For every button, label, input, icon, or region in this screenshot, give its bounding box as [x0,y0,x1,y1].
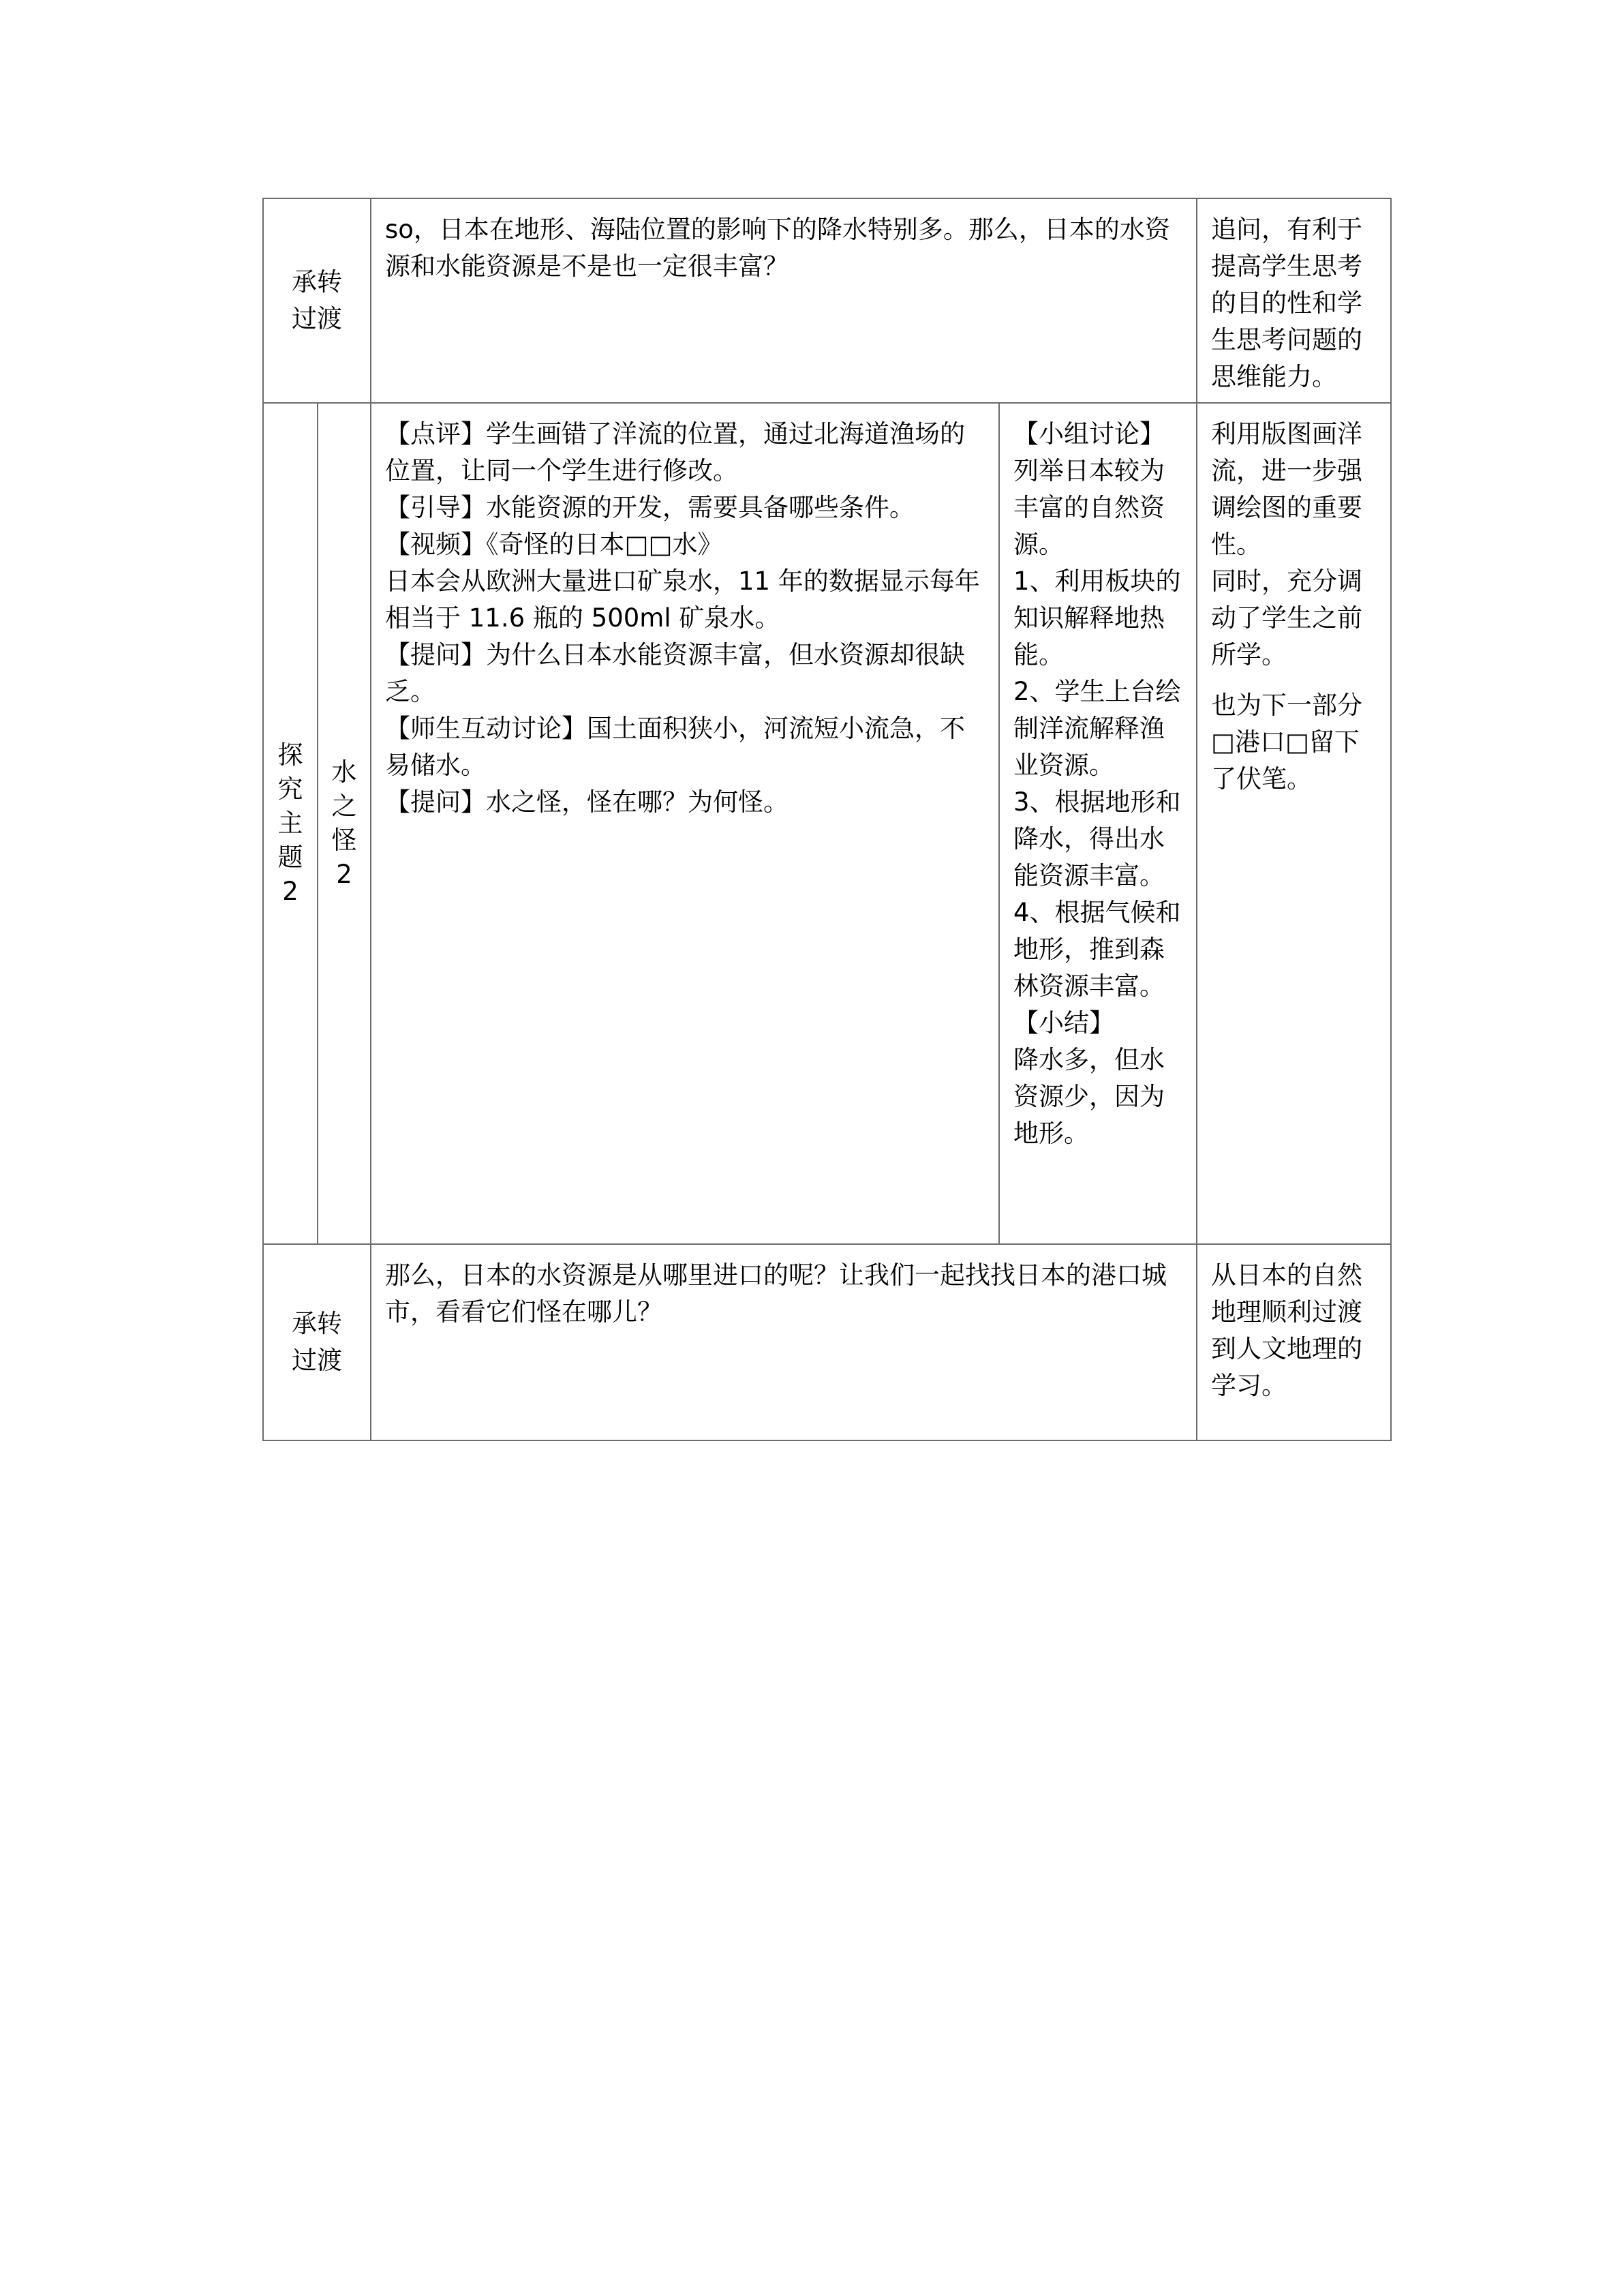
stage-cell-vertical [263,403,318,1244]
sub-topic-char: 2 [336,860,352,889]
student-line: 降水多，但水资源少，因为地形。 [1013,1045,1165,1148]
sub-topic-char: 怪 [331,826,357,855]
sub-topic-cell-vertical [318,403,371,1244]
stage-cell [263,1244,371,1440]
content-cell: so，日本在地形、海陆位置的影响下的降水特别多。那么，日本的水资源和水能资源是不是也一定很丰富？ [371,198,1197,403]
teacher-line: 【提问】水之怪，怪在哪？为何怪。 [385,787,789,817]
student-activity-cell [999,403,1197,1244]
sub-topic-char: 水 [331,757,357,787]
table-row-topic-2 [263,403,1391,1244]
stage-char: 2 [282,877,299,906]
intent-cell: 从日本的自然地理顺利过渡到人文地理的学习。 [1197,1244,1391,1440]
student-line: 1、利用板块的知识解释地热能。 [1013,567,1181,669]
table-row-transition-2 [263,1244,1391,1440]
stage-label: 承转过渡 [292,1309,342,1375]
teacher-line: 【引导】水能资源的开发，需要具备哪些条件。 [385,493,915,522]
intent-line: 利用版图画洋流，进一步强调绘图的重要性。 [1211,419,1363,559]
intent-line: 同时，充分调动了学生之前所学。 [1211,567,1363,669]
stage-label: 承转过渡 [292,267,342,333]
student-line: 【小结】 [1013,1008,1114,1038]
intent-line: 也为下一部分□港口□留下了伏笔。 [1211,691,1363,794]
intent-cell [1197,403,1391,1244]
teacher-line: 【提问】为什么日本水能资源丰富，但水资源却很缺乏。 [385,640,965,706]
student-line: 【小组讨论】列举日本较为丰富的自然资源。 [1013,419,1165,559]
stage-char: 究 [277,774,303,804]
teacher-line: 【视频】《奇怪的日本□□水》 [385,530,723,559]
teacher-activity-cell [371,403,999,1244]
teacher-line: 【点评】学生画错了洋流的位置，通过北海道渔场的位置，让同一个学生进行修改。 [385,419,965,485]
student-line: 4、根据气候和地形，推到森林资源丰富。 [1013,898,1181,1001]
content-cell: 那么，日本的水资源是从哪里进口的呢？让我们一起找找日本的港口城市，看看它们怪在哪儿？ [371,1244,1197,1440]
sub-topic-char: 之 [331,791,357,821]
stage-char: 探 [277,740,303,770]
student-line: 2、学生上台绘制洋流解释渔业资源。 [1013,677,1181,780]
stage-char: 题 [277,843,303,872]
stage-char: 主 [277,809,303,838]
stage-cell [263,198,371,403]
table-row-transition-1 [263,198,1391,403]
intent-spacer [1211,674,1377,687]
teacher-line: 【师生互动讨论】国土面积狭小，河流短小流急，不易储水。 [385,714,965,780]
teacher-line: 日本会从欧洲大量进口矿泉水，11 年的数据显示每年相当于 11.6 瓶的 500ml 矿泉水。 [385,567,980,633]
lesson-plan-table [262,198,1392,1441]
intent-cell: 追问，有利于提高学生思考的目的性和学生思考问题的思维能力。 [1197,198,1391,403]
student-line: 3、根据地形和降水，得出水能资源丰富。 [1013,787,1181,890]
